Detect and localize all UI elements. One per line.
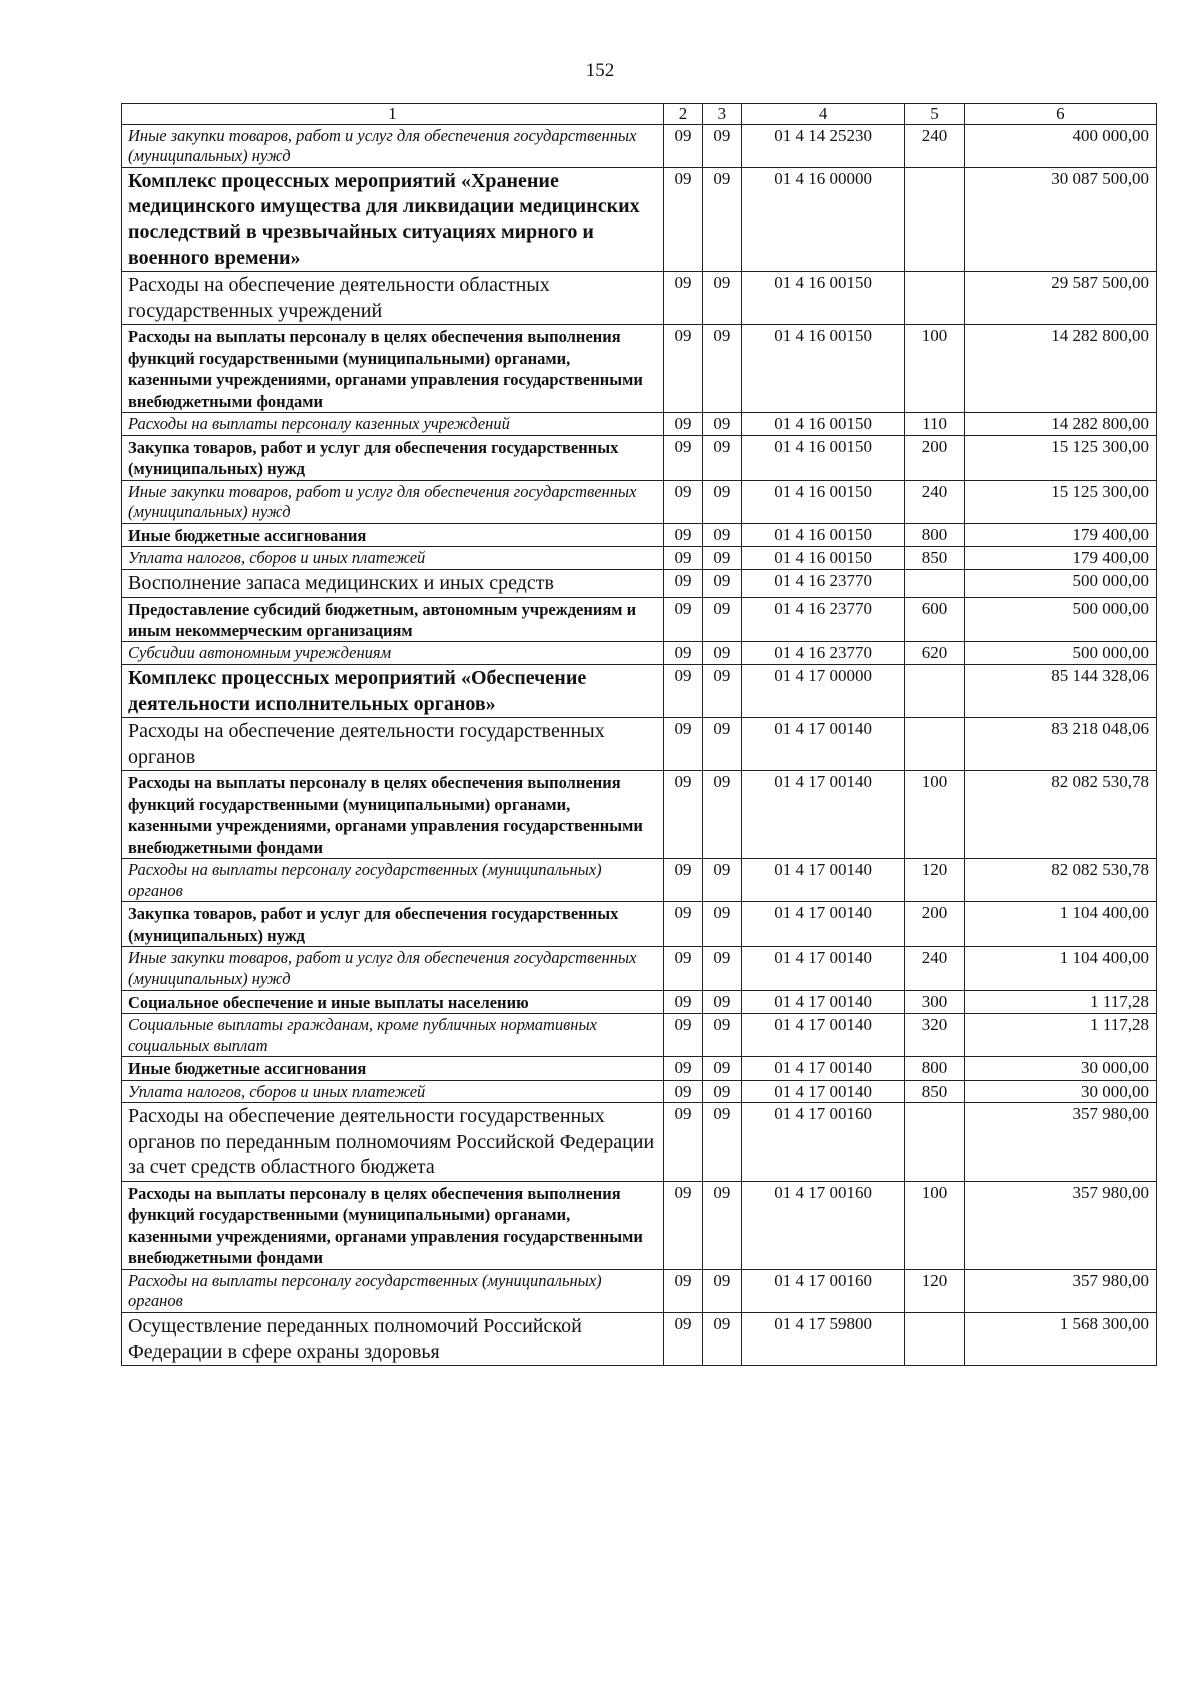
budget-table	[121, 103, 1157, 1366]
row-name: Расходы на выплаты персоналу государственных (муниципальных) органов	[122, 859, 664, 902]
row-target-code: 01 4 16 00150	[741, 523, 905, 546]
row-amount: 179 400,00	[964, 547, 1156, 570]
table-row	[122, 272, 1157, 325]
row-name: Уплата налогов, сборов и иных платежей	[122, 547, 664, 570]
row-name: Восполнение запаса медицинских и иных средств	[122, 569, 664, 597]
row-target-code: 01 4 17 00140	[741, 859, 905, 902]
row-subsection: 09	[702, 547, 741, 570]
table-row	[122, 523, 1157, 546]
row-expense-type: 850	[905, 547, 964, 570]
row-name: Расходы на выплаты персоналу в целях обеспечения выполнения функций государственными (муниципальными) органами, казенными учреждениями, органами управления государственными внебюджетными фондами	[122, 1182, 664, 1270]
table-row	[122, 1269, 1157, 1312]
row-subsection: 09	[702, 1103, 741, 1182]
row-target-code: 01 4 17 00160	[741, 1182, 905, 1270]
row-amount: 30 087 500,00	[964, 167, 1156, 271]
row-amount: 29 587 500,00	[964, 272, 1156, 325]
row-amount: 15 125 300,00	[964, 480, 1156, 523]
row-expense-type: 120	[905, 1269, 964, 1312]
row-section: 09	[664, 718, 703, 771]
row-name: Расходы на обеспечение деятельности государственных органов	[122, 718, 664, 771]
row-target-code: 01 4 17 00140	[741, 771, 905, 859]
row-name: Иные закупки товаров, работ и услуг для обеспечения государственных (муниципальных) нужд	[122, 124, 664, 167]
header-cell-4: 4	[741, 104, 905, 125]
row-section: 09	[664, 947, 703, 990]
table-row	[122, 990, 1157, 1013]
row-name: Расходы на выплаты персоналу казенных учреждений	[122, 413, 664, 436]
row-target-code: 01 4 17 00140	[741, 1013, 905, 1056]
row-name: Иные бюджетные ассигнования	[122, 1057, 664, 1080]
row-amount: 30 000,00	[964, 1080, 1156, 1103]
row-amount: 1 117,28	[964, 1013, 1156, 1056]
row-subsection: 09	[702, 1182, 741, 1270]
row-name: Осуществление переданных полномочий Российской Федерации в сфере охраны здоровья	[122, 1313, 664, 1366]
row-name: Предоставление субсидий бюджетным, автономным учреждениям и иным некоммерческим организациям	[122, 597, 664, 642]
table-row	[122, 859, 1157, 902]
row-subsection: 09	[702, 718, 741, 771]
table-body	[122, 104, 1157, 1366]
row-name: Иные закупки товаров, работ и услуг для обеспечения государственных (муниципальных) нужд	[122, 947, 664, 990]
row-subsection: 09	[702, 1013, 741, 1056]
row-section: 09	[664, 124, 703, 167]
row-name: Расходы на обеспечение деятельности областных государственных учреждений	[122, 272, 664, 325]
table-row	[122, 902, 1157, 947]
table-row	[122, 1013, 1157, 1056]
table-row	[122, 665, 1157, 718]
row-amount: 30 000,00	[964, 1057, 1156, 1080]
row-expense-type	[905, 665, 964, 718]
table-row	[122, 435, 1157, 480]
row-target-code: 01 4 16 00150	[741, 435, 905, 480]
row-target-code: 01 4 17 00140	[741, 902, 905, 947]
row-name: Комплекс процессных мероприятий «Хранение медицинского имущества для ликвидации медицинских последствий в чрезвычайных ситуациях мирного и военного времени»	[122, 167, 664, 271]
row-target-code: 01 4 17 59800	[741, 1313, 905, 1366]
row-target-code: 01 4 16 23770	[741, 597, 905, 642]
row-section: 09	[664, 665, 703, 718]
table-row	[122, 1057, 1157, 1080]
row-expense-type: 300	[905, 990, 964, 1013]
header-cell-5: 5	[905, 104, 964, 125]
row-subsection: 09	[702, 1269, 741, 1312]
row-target-code: 01 4 16 00150	[741, 272, 905, 325]
row-name: Расходы на обеспечение деятельности государственных органов по переданным полномочиям Российской Федерации за счет средств областного бюджета	[122, 1103, 664, 1182]
row-subsection: 09	[702, 325, 741, 413]
row-expense-type: 110	[905, 413, 964, 436]
row-target-code: 01 4 17 00140	[741, 1057, 905, 1080]
row-target-code: 01 4 16 00150	[741, 480, 905, 523]
table-row	[122, 1103, 1157, 1182]
header-cell-2: 2	[664, 104, 703, 125]
row-section: 09	[664, 569, 703, 597]
row-target-code: 01 4 14 25230	[741, 124, 905, 167]
row-name: Иные закупки товаров, работ и услуг для обеспечения государственных (муниципальных) нужд	[122, 480, 664, 523]
row-section: 09	[664, 902, 703, 947]
row-expense-type: 100	[905, 1182, 964, 1270]
row-section: 09	[664, 413, 703, 436]
row-target-code: 01 4 17 00000	[741, 665, 905, 718]
row-name: Комплекс процессных мероприятий «Обеспечение деятельности исполнительных органов»	[122, 665, 664, 718]
row-section: 09	[664, 1269, 703, 1312]
header-cell-6: 6	[964, 104, 1156, 125]
page-number: 152	[585, 60, 615, 81]
row-subsection: 09	[702, 272, 741, 325]
row-amount: 357 980,00	[964, 1269, 1156, 1312]
row-expense-type: 800	[905, 1057, 964, 1080]
row-name: Закупка товаров, работ и услуг для обеспечения государственных (муниципальных) нужд	[122, 435, 664, 480]
table-row	[122, 947, 1157, 990]
row-expense-type: 240	[905, 480, 964, 523]
table-row	[122, 124, 1157, 167]
row-name: Уплата налогов, сборов и иных платежей	[122, 1080, 664, 1103]
row-subsection: 09	[702, 167, 741, 271]
row-section: 09	[664, 990, 703, 1013]
row-subsection: 09	[702, 569, 741, 597]
row-section: 09	[664, 547, 703, 570]
row-name: Расходы на выплаты персоналу в целях обеспечения выполнения функций государственными (муниципальными) органами, казенными учреждениями, органами управления государственными внебюджетными фондами	[122, 325, 664, 413]
table-row	[122, 1080, 1157, 1103]
row-name: Расходы на выплаты персоналу государственных (муниципальных) органов	[122, 1269, 664, 1312]
row-section: 09	[664, 859, 703, 902]
row-amount: 500 000,00	[964, 569, 1156, 597]
row-expense-type	[905, 272, 964, 325]
row-amount: 14 282 800,00	[964, 325, 1156, 413]
row-subsection: 09	[702, 1057, 741, 1080]
row-name: Социальное обеспечение и иные выплаты населению	[122, 990, 664, 1013]
row-expense-type: 600	[905, 597, 964, 642]
row-amount: 357 980,00	[964, 1182, 1156, 1270]
table-row	[122, 413, 1157, 436]
row-subsection: 09	[702, 947, 741, 990]
row-expense-type	[905, 718, 964, 771]
row-amount: 82 082 530,78	[964, 859, 1156, 902]
row-subsection: 09	[702, 124, 741, 167]
header-cell-1: 1	[122, 104, 664, 125]
row-name: Закупка товаров, работ и услуг для обеспечения государственных (муниципальных) нужд	[122, 902, 664, 947]
row-target-code: 01 4 16 00000	[741, 167, 905, 271]
row-target-code: 01 4 17 00140	[741, 1080, 905, 1103]
row-target-code: 01 4 16 23770	[741, 569, 905, 597]
row-name: Расходы на выплаты персоналу в целях обеспечения выполнения функций государственными (муниципальными) органами, казенными учреждениями, органами управления государственными внебюджетными фондами	[122, 771, 664, 859]
row-subsection: 09	[702, 990, 741, 1013]
row-amount: 85 144 328,06	[964, 665, 1156, 718]
row-section: 09	[664, 1313, 703, 1366]
row-section: 09	[664, 1057, 703, 1080]
row-expense-type	[905, 167, 964, 271]
row-subsection: 09	[702, 859, 741, 902]
row-section: 09	[664, 272, 703, 325]
row-target-code: 01 4 17 00140	[741, 947, 905, 990]
row-expense-type: 240	[905, 947, 964, 990]
table-row	[122, 480, 1157, 523]
row-section: 09	[664, 435, 703, 480]
row-expense-type: 800	[905, 523, 964, 546]
row-amount: 82 082 530,78	[964, 771, 1156, 859]
table-row	[122, 771, 1157, 859]
row-amount: 1 568 300,00	[964, 1313, 1156, 1366]
table-row	[122, 1182, 1157, 1270]
row-subsection: 09	[702, 642, 741, 665]
row-subsection: 09	[702, 480, 741, 523]
row-expense-type	[905, 569, 964, 597]
table-row	[122, 597, 1157, 642]
row-name: Социальные выплаты гражданам, кроме публичных нормативных социальных выплат	[122, 1013, 664, 1056]
row-amount: 83 218 048,06	[964, 718, 1156, 771]
row-name: Иные бюджетные ассигнования	[122, 523, 664, 546]
table-row	[122, 569, 1157, 597]
row-section: 09	[664, 771, 703, 859]
row-amount: 357 980,00	[964, 1103, 1156, 1182]
row-target-code: 01 4 16 00150	[741, 547, 905, 570]
row-section: 09	[664, 523, 703, 546]
row-target-code: 01 4 17 00140	[741, 990, 905, 1013]
header-row	[122, 104, 1157, 125]
row-subsection: 09	[702, 1313, 741, 1366]
row-subsection: 09	[702, 665, 741, 718]
row-section: 09	[664, 480, 703, 523]
row-target-code: 01 4 16 23770	[741, 642, 905, 665]
row-amount: 1 104 400,00	[964, 947, 1156, 990]
row-subsection: 09	[702, 413, 741, 436]
row-subsection: 09	[702, 523, 741, 546]
row-expense-type	[905, 1103, 964, 1182]
row-section: 09	[664, 597, 703, 642]
row-expense-type: 620	[905, 642, 964, 665]
row-amount: 1 104 400,00	[964, 902, 1156, 947]
row-target-code: 01 4 17 00140	[741, 718, 905, 771]
table-row	[122, 1313, 1157, 1366]
row-amount: 14 282 800,00	[964, 413, 1156, 436]
row-target-code: 01 4 16 00150	[741, 325, 905, 413]
row-subsection: 09	[702, 1080, 741, 1103]
row-amount: 500 000,00	[964, 642, 1156, 665]
table-row	[122, 325, 1157, 413]
row-subsection: 09	[702, 902, 741, 947]
table-row	[122, 642, 1157, 665]
row-name: Субсидии автономным учреждениям	[122, 642, 664, 665]
row-target-code: 01 4 17 00160	[741, 1269, 905, 1312]
row-expense-type: 200	[905, 435, 964, 480]
row-section: 09	[664, 1013, 703, 1056]
table-row	[122, 547, 1157, 570]
row-amount: 15 125 300,00	[964, 435, 1156, 480]
table-row	[122, 718, 1157, 771]
row-section: 09	[664, 325, 703, 413]
row-target-code: 01 4 16 00150	[741, 413, 905, 436]
row-expense-type: 850	[905, 1080, 964, 1103]
row-section: 09	[664, 1182, 703, 1270]
row-subsection: 09	[702, 771, 741, 859]
row-amount: 400 000,00	[964, 124, 1156, 167]
row-expense-type	[905, 1313, 964, 1366]
row-section: 09	[664, 642, 703, 665]
row-amount: 1 117,28	[964, 990, 1156, 1013]
row-target-code: 01 4 17 00160	[741, 1103, 905, 1182]
row-subsection: 09	[702, 597, 741, 642]
row-section: 09	[664, 1080, 703, 1103]
row-expense-type: 100	[905, 771, 964, 859]
row-expense-type: 100	[905, 325, 964, 413]
row-expense-type: 120	[905, 859, 964, 902]
header-cell-3: 3	[702, 104, 741, 125]
row-amount: 179 400,00	[964, 523, 1156, 546]
row-expense-type: 240	[905, 124, 964, 167]
table-row	[122, 167, 1157, 271]
row-amount: 500 000,00	[964, 597, 1156, 642]
row-subsection: 09	[702, 435, 741, 480]
row-section: 09	[664, 1103, 703, 1182]
row-expense-type: 200	[905, 902, 964, 947]
row-section: 09	[664, 167, 703, 271]
row-expense-type: 320	[905, 1013, 964, 1056]
